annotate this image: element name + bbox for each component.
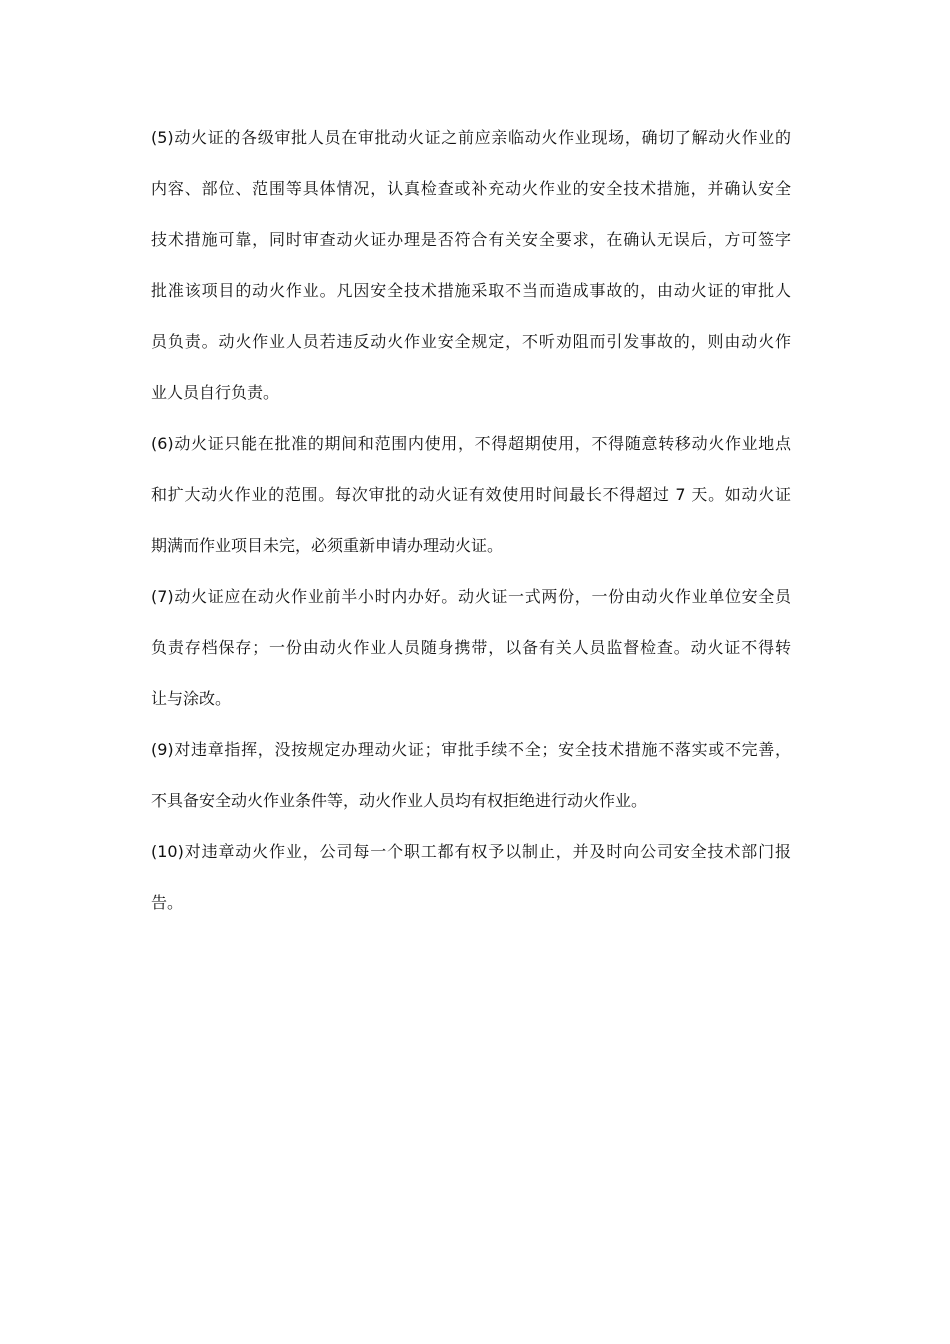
paragraph-line: (10)对违章动火作业，公司每一个职工都有权予以制止，并及时向公司安全技术部门报 [151,842,791,861]
paragraph-line: 告。 [151,893,184,912]
paragraph-line: 技术措施可靠，同时审查动火证办理是否符合有关安全要求，在确认无误后，方可签字 [151,230,791,249]
paragraph-line: 内容、部位、范围等具体情况，认真检查或补充动火作业的安全技术措施，并确认安全 [151,179,791,198]
paragraph-line: (7)动火证应在动火作业前半小时内办好。动火证一式两份，一份由动火作业单位安全员 [151,587,791,606]
paragraph-line: (9)对违章指挥，没按规定办理动火证；审批手续不全；安全技术措施不落实或不完善， [151,740,791,759]
paragraph-line: 不具备安全动火作业条件等，动火作业人员均有权拒绝进行动火作业。 [151,791,648,810]
paragraph-line: (6)动火证只能在批准的期间和范围内使用，不得超期使用，不得随意转移动火作业地点 [151,434,791,453]
paragraph-line: 批准该项目的动火作业。凡因安全技术措施采取不当而造成事故的，由动火证的审批人 [151,281,791,300]
paragraph-line: 员负责。动火作业人员若违反动火作业安全规定，不听劝阻而引发事故的，则由动火作 [151,332,791,351]
paragraph-line: 和扩大动火作业的范围。每次审批的动火证有效使用时间最长不得超过 7 天。如动火证 [151,485,791,504]
paragraph-line: 业人员自行负责。 [151,383,280,402]
paragraph-line: 让与涂改。 [151,689,232,708]
paragraph-line: 负责存档保存；一份由动火作业人员随身携带，以备有关人员监督检查。动火证不得转 [151,638,791,657]
paragraph-line: (5)动火证的各级审批人员在审批动火证之前应亲临动火作业现场，确切了解动火作业的 [151,128,791,147]
paragraph-line: 期满而作业项目未完，必须重新申请办理动火证。 [151,536,504,555]
